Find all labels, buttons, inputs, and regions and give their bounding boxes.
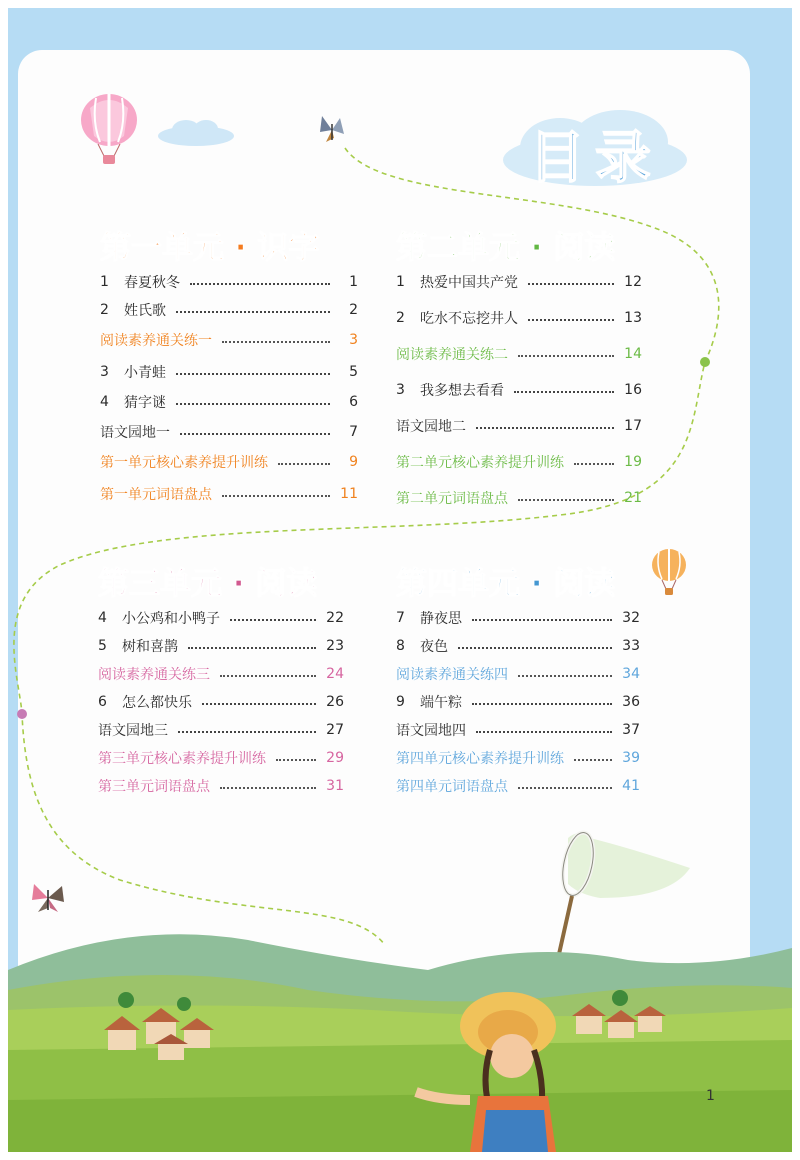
toc-item-page: 22 <box>326 610 344 626</box>
toc-leader-dots <box>574 759 612 761</box>
toc-leader-dots <box>476 731 612 733</box>
toc-item[interactable] <box>100 392 358 412</box>
toc-item[interactable] <box>396 748 640 768</box>
toc-item-page: 16 <box>624 382 642 398</box>
toc-item-number: 3 <box>396 382 405 398</box>
toc-item[interactable] <box>98 664 344 684</box>
toc-item-page: 2 <box>349 302 358 318</box>
toc-item-number: 6 <box>98 694 107 710</box>
toc-item[interactable] <box>396 692 640 712</box>
toc-leader-dots <box>202 703 316 705</box>
toc-leader-dots <box>514 391 614 393</box>
toc-leader-dots <box>472 619 612 621</box>
toc-item-number: 3 <box>100 364 109 380</box>
toc-item-page: 34 <box>622 666 640 682</box>
toc-item[interactable] <box>98 608 344 628</box>
toc-item[interactable] <box>396 272 642 292</box>
toc-item-page: 19 <box>624 454 642 470</box>
toc-item-title: 端午粽 <box>420 695 462 711</box>
toc-item-title: 我多想去看看 <box>420 383 504 399</box>
toc-leader-dots <box>176 311 330 313</box>
toc-item-page: 29 <box>326 750 344 766</box>
unit-3-heading: 第三单元 · 阅读 <box>98 566 318 602</box>
toc-item[interactable] <box>396 664 640 684</box>
toc-item-page: 32 <box>622 610 640 626</box>
toc-leader-dots <box>518 675 612 677</box>
toc-leader-dots <box>276 759 316 761</box>
toc-item-page: 31 <box>326 778 344 794</box>
cloud-icon <box>156 118 236 148</box>
toc-item-title: 第二单元核心素养提升训练 <box>396 455 564 471</box>
toc-item-title: 姓氏歌 <box>124 303 166 319</box>
toc-item[interactable] <box>396 416 642 436</box>
toc-leader-dots <box>528 283 614 285</box>
toc-item-title: 第二单元词语盘点 <box>396 491 508 507</box>
toc-item[interactable] <box>98 720 344 740</box>
toc-item[interactable] <box>100 362 358 382</box>
toc-leader-dots <box>190 283 330 285</box>
toc-item-number: 4 <box>98 610 107 626</box>
unit-1-section <box>100 222 358 503</box>
unit-4-heading: 第四单元 · 阅读 <box>396 566 616 602</box>
toc-item-page: 36 <box>622 694 640 710</box>
toc-leader-dots <box>518 355 614 357</box>
toc-item-title: 第四单元词语盘点 <box>396 779 508 795</box>
toc-item-page: 6 <box>349 394 358 410</box>
unit-2-section <box>396 222 642 507</box>
toc-item-number: 4 <box>100 394 109 410</box>
toc-item-page: 21 <box>624 490 642 506</box>
toc-item-number: 1 <box>100 274 109 290</box>
unit-2-heading: 第二单元 · 阅读 <box>396 230 616 266</box>
toc-item-title: 夜色 <box>420 639 448 655</box>
toc-item-page: 7 <box>349 424 358 440</box>
toc-item-title: 小青蛙 <box>124 365 166 381</box>
toc-item-number: 8 <box>396 638 405 654</box>
toc-item[interactable] <box>396 488 642 508</box>
toc-item[interactable] <box>100 452 358 472</box>
toc-item-title: 树和喜鹊 <box>122 639 178 655</box>
title-banner <box>500 108 690 191</box>
butterfly-icon <box>318 114 346 146</box>
toc-item-page: 3 <box>349 332 358 348</box>
toc-item[interactable] <box>100 300 358 320</box>
toc-item-number: 2 <box>396 310 405 326</box>
hot-air-balloon-icon <box>78 92 140 168</box>
toc-item-title: 怎么都快乐 <box>122 695 192 711</box>
toc-leader-dots <box>222 341 330 343</box>
toc-item-page: 5 <box>349 364 358 380</box>
toc-item-title: 阅读素养通关练三 <box>98 667 210 683</box>
toc-item-page: 24 <box>326 666 344 682</box>
toc-item[interactable] <box>396 608 640 628</box>
toc-item-number: 5 <box>98 638 107 654</box>
toc-item-title: 第一单元词语盘点 <box>100 487 212 503</box>
toc-leader-dots <box>518 787 612 789</box>
toc-item[interactable] <box>396 636 640 656</box>
toc-item-page: 39 <box>622 750 640 766</box>
toc-item-number: 2 <box>100 302 109 318</box>
toc-leader-dots <box>176 373 330 375</box>
toc-item[interactable] <box>396 380 642 400</box>
toc-item-title: 第三单元核心素养提升训练 <box>98 751 266 767</box>
toc-item[interactable] <box>98 776 344 796</box>
toc-item-title: 第四单元核心素养提升训练 <box>396 751 564 767</box>
toc-item-title: 小公鸡和小鸭子 <box>122 611 220 627</box>
toc-item-title: 猜字谜 <box>124 395 166 411</box>
toc-item-title: 语文园地四 <box>396 723 466 739</box>
toc-leader-dots <box>220 675 316 677</box>
toc-item-page: 11 <box>340 486 358 502</box>
toc-leader-dots <box>458 647 612 649</box>
page-number: 1 <box>706 1088 715 1104</box>
toc-item[interactable] <box>396 720 640 740</box>
toc-leader-dots <box>180 433 330 435</box>
toc-item-title: 阅读素养通关练四 <box>396 667 508 683</box>
toc-leader-dots <box>574 463 614 465</box>
toc-leader-dots <box>476 427 614 429</box>
toc-item-page: 9 <box>349 454 358 470</box>
toc-leader-dots <box>518 499 614 501</box>
toc-item-page: 12 <box>624 274 642 290</box>
toc-item[interactable] <box>100 484 358 504</box>
toc-item-page: 27 <box>326 722 344 738</box>
toc-item[interactable] <box>396 308 642 328</box>
toc-leader-dots <box>230 619 316 621</box>
toc-item-title: 热爱中国共产党 <box>420 275 518 291</box>
toc-leader-dots <box>176 403 330 405</box>
toc-leader-dots <box>222 495 330 497</box>
toc-item-title: 阅读素养通关练二 <box>396 347 508 363</box>
toc-item[interactable] <box>100 422 358 442</box>
toc-item-number: 9 <box>396 694 405 710</box>
unit-1-heading: 第一单元 · 识字 <box>100 230 320 266</box>
toc-item[interactable] <box>396 344 642 364</box>
toc-item-title: 语文园地一 <box>100 425 170 441</box>
toc-item-page: 23 <box>326 638 344 654</box>
toc-item-page: 13 <box>624 310 642 326</box>
toc-item-page: 26 <box>326 694 344 710</box>
toc-item[interactable] <box>98 692 344 712</box>
landscape-illustration <box>8 900 792 1152</box>
toc-item-number: 7 <box>396 610 405 626</box>
toc-item[interactable] <box>396 452 642 472</box>
toc-leader-dots <box>220 787 316 789</box>
toc-item-page: 17 <box>624 418 642 434</box>
page-title: 目录 <box>529 126 661 191</box>
toc-item[interactable] <box>396 776 640 796</box>
toc-item-page: 37 <box>622 722 640 738</box>
toc-item-page: 14 <box>624 346 642 362</box>
toc-item-title: 第一单元核心素养提升训练 <box>100 455 268 471</box>
toc-item[interactable] <box>100 272 358 292</box>
toc-item-title: 吃水不忘挖井人 <box>420 311 518 327</box>
toc-leader-dots <box>178 731 316 733</box>
toc-item-title: 静夜思 <box>420 611 462 627</box>
orange-balloon-icon <box>650 548 688 598</box>
toc-item-title: 语文园地二 <box>396 419 466 435</box>
toc-item[interactable] <box>98 636 344 656</box>
unit-3-section <box>98 558 344 795</box>
toc-item-title: 阅读素养通关练一 <box>100 333 212 349</box>
toc-leader-dots <box>188 647 316 649</box>
toc-item-title: 语文园地三 <box>98 723 168 739</box>
toc-leader-dots <box>278 463 330 465</box>
toc-leader-dots <box>528 319 614 321</box>
toc-item-title: 春夏秋冬 <box>124 275 180 291</box>
toc-item[interactable] <box>100 330 358 350</box>
toc-item-title: 第三单元词语盘点 <box>98 779 210 795</box>
toc-leader-dots <box>472 703 612 705</box>
toc-item[interactable] <box>98 748 344 768</box>
unit-4-section <box>396 558 640 795</box>
toc-item-page: 33 <box>622 638 640 654</box>
toc-item-number: 1 <box>396 274 405 290</box>
toc-item-page: 1 <box>349 274 358 290</box>
toc-item-page: 41 <box>622 778 640 794</box>
